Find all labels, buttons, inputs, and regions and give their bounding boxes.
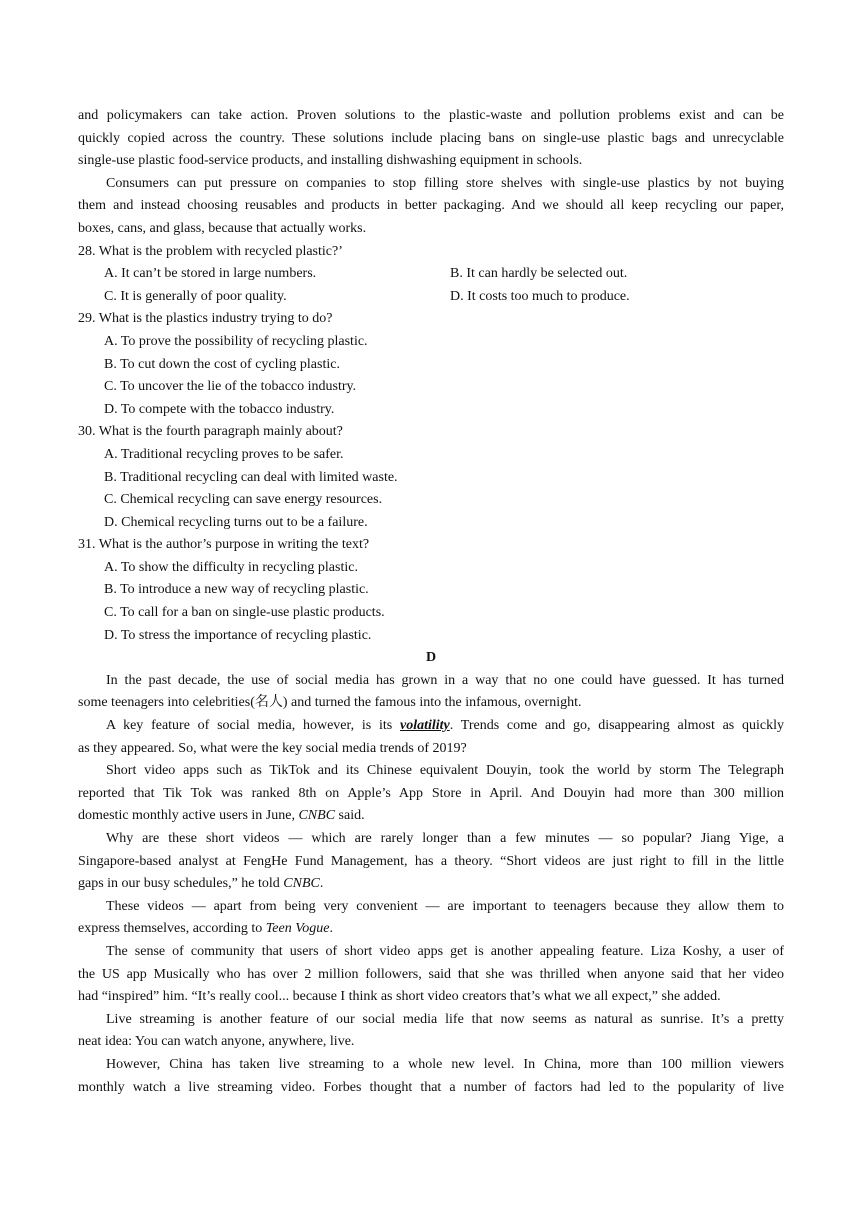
source-name: CNBC: [298, 808, 336, 824]
question-28-options-row-2: [78, 286, 784, 309]
section-heading: D: [425, 650, 437, 666]
option-b: B. It can hardly be selected out.: [450, 266, 628, 282]
text-line: them and instead choosing reusables and products in better packaging. And we should all keep recycling our paper,: [78, 198, 784, 214]
document-page: [78, 105, 784, 1099]
text-line: monthly watch a live streaming video. Forbes thought that a number of factors had led to the popularity of live: [78, 1079, 784, 1095]
text-fragment: .: [329, 921, 333, 937]
option-c: C. To uncover the lie of the tobacco industry.: [104, 379, 357, 395]
text-fragment: .: [319, 876, 324, 892]
text-line: Live streaming is another feature of our social media life that now seems as natural as sunrise. It’s a pretty: [106, 1011, 784, 1027]
text-fragment: said.: [338, 808, 365, 824]
text-line: Why are these short videos — which are rarely longer than a few minutes — so popular? Jiang Yige, a: [106, 831, 784, 846]
text-fragment: . Trends come and go, disappearing almost as quickly: [449, 718, 784, 734]
text-line: single-use plastic food-service products, and installing dishwashing equipment in schools.: [78, 153, 583, 169]
text-line: quickly copied across the country. These solutions include placing bans on single-use plastic bags and unrecyclable: [78, 130, 784, 146]
text-fragment: gaps in our busy schedules,” he told: [78, 876, 280, 892]
text-fragment: express themselves, according to: [78, 921, 263, 937]
text-line: reported that Tik Tok was ranked 8th on Apple’s App Store in April. And Douyin had more than 300 million: [78, 785, 784, 801]
text-line: [78, 918, 784, 941]
text-line: neat idea: You can watch anyone, anywhere, live.: [78, 1034, 355, 1050]
text-line: boxes, cans, and glass, because that actually works.: [78, 220, 367, 236]
text-line: had “inspired” him. “It’s really cool... because I think as short video creators that’s what we all expect,” she added.: [78, 989, 721, 1005]
option-d: D. Chemical recycling turns out to be a failure.: [104, 514, 368, 530]
option-c: C. Chemical recycling can save energy resources.: [104, 492, 383, 508]
text-line: These videos — apart from being very convenient — are important to teenagers because they allow them to: [106, 898, 784, 914]
option-c: C. To call for a ban on single-use plastic products.: [104, 605, 385, 621]
question-28-options-row-1: [78, 263, 784, 286]
question-28-stem: 28. What is the problem with recycled plastic?’: [78, 243, 343, 259]
option-c: C. It is generally of poor quality.: [104, 288, 287, 304]
option-a: A. It can’t be stored in large numbers.: [104, 266, 317, 282]
option-a: A. To show the difficulty in recycling plastic.: [104, 559, 358, 575]
question-30-stem: 30. What is the fourth paragraph mainly about?: [78, 424, 343, 440]
option-d: D. To stress the importance of recycling plastic.: [104, 627, 372, 643]
text-line: the US app Musically who has over 2 million followers, said that she was thrilled when anyone said that her video: [78, 966, 784, 982]
source-name: CNBC: [283, 876, 320, 892]
option-b: B. To introduce a new way of recycling plastic.: [104, 582, 369, 598]
option-a: A. Traditional recycling proves to be safer.: [104, 446, 344, 462]
text-line: some teenagers into celebrities(名人) and turned the famous into the infamous, overnight.: [78, 695, 582, 711]
option-b: B. Traditional recycling can deal with limited waste.: [104, 469, 398, 485]
option-a: A. To prove the possibility of recycling plastic.: [104, 333, 368, 349]
text-fragment: A key feature of social media, however, is its: [106, 718, 393, 734]
text-line: Short video apps such as TikTok and its Chinese equivalent Douyin, took the world by storm The Telegraph: [106, 763, 784, 779]
source-name: Teen Vogue: [265, 921, 330, 937]
text-line: [78, 873, 784, 896]
text-fragment: domestic monthly active users in June,: [78, 808, 295, 824]
text-line: as they appeared. So, what were the key social media trends of 2019?: [78, 740, 467, 756]
question-31-stem: 31. What is the author’s purpose in writing the text?: [78, 537, 370, 553]
question-29-stem: 29. What is the plastics industry trying to do?: [78, 311, 333, 327]
text-line: However, China has taken live streaming to a whole new level. In China, more than 100 million viewers: [106, 1056, 784, 1072]
text-line: In the past decade, the use of social media has grown in a way that no one could have guessed. It has turned: [106, 672, 784, 688]
text-line: [78, 715, 784, 738]
option-d: D. To compete with the tobacco industry.: [104, 401, 335, 417]
text-line: Consumers can put pressure on companies to stop filling store shelves with single-use plastics by not buying: [106, 175, 784, 191]
highlighted-word: volatility: [399, 718, 450, 734]
option-d: D. It costs too much to produce.: [450, 288, 630, 304]
text-line: [78, 805, 784, 828]
text-line: The sense of community that users of short video apps get is another appealing feature. Liza Koshy, a user of: [106, 943, 784, 959]
option-b: B. To cut down the cost of cycling plastic.: [104, 356, 340, 372]
text-line: Singapore-based analyst at FengHe Fund Management, has a theory. “Short videos are just right to fill in the little: [78, 853, 784, 869]
text-line: and policymakers can take action. Proven solutions to the plastic-waste and pollution problems exist and can be: [78, 108, 784, 123]
